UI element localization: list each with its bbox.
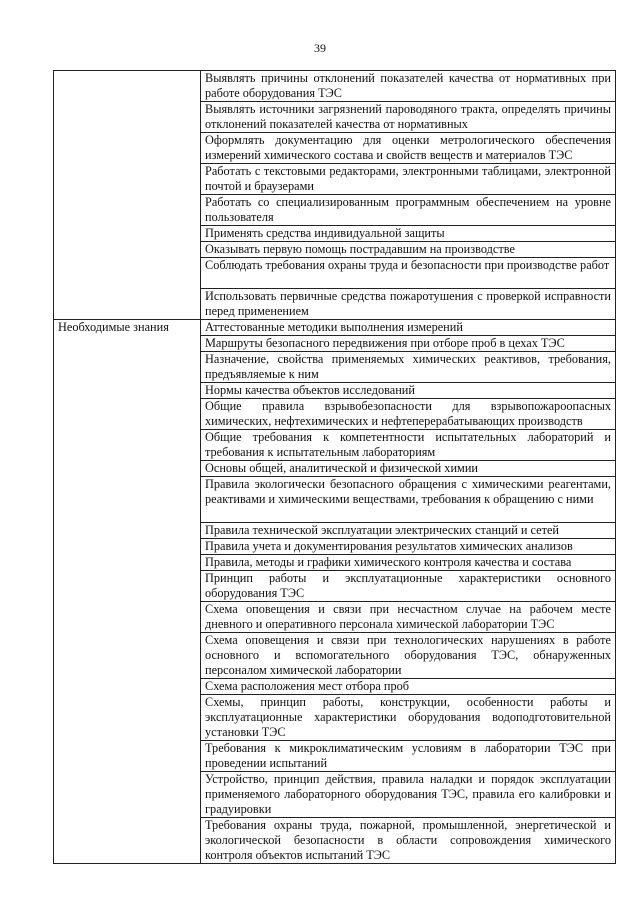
skill-item: Работать со специализированным программным обеспечением на уровне пользователя [201, 195, 616, 226]
knowledge-item: Принцип работы и эксплуатационные характеристики основного оборудования ТЭС [201, 571, 616, 602]
knowledge-item: Нормы качества объектов исследований [201, 383, 616, 399]
knowledge-item: Схема расположения мест отбора проб [201, 679, 616, 695]
table-row [54, 71, 616, 102]
knowledge-item: Схемы, принцип работы, конструкции, особенности работы и эксплуатационные характеристики оборудования водоподготовительной установки ТЭС [201, 695, 616, 741]
skill-item: Соблюдать требования охраны труда и безопасности при производстве работ [201, 258, 616, 289]
skill-item: Выявлять причины отклонений показателей качества от нормативных при работе оборудования ТЭС [201, 71, 616, 102]
knowledge-item: Схема оповещения и связи при несчастном случае на рабочем месте дневного и оперативного персонала химической лаборатории ТЭС [201, 602, 616, 633]
skill-item: Применять средства индивидуальной защиты [201, 226, 616, 242]
knowledge-item: Правила, методы и графики химического контроля качества и состава [201, 555, 616, 571]
skill-item: Оказывать первую помощь пострадавшим на производстве [201, 242, 616, 258]
knowledge-item: Устройство, принцип действия, правила наладки и порядок эксплуатации применяемого лабораторного оборудования ТЭС, правила его калибровки и градуировки [201, 772, 616, 818]
skill-item: Оформлять документацию для оценки метрологического обеспечения измерений химического состава и свойств веществ и материалов ТЭС [201, 133, 616, 164]
skill-item: Использовать первичные средства пожаротушения с проверкой исправности перед применением [201, 289, 616, 320]
knowledge-item: Правила учета и документирования результатов химических анализов [201, 539, 616, 555]
knowledge-item: Правила экологически безопасного обращения с химическими реагентами, реактивами и химическими веществами, требования к обращению с ними [201, 477, 616, 523]
skill-item: Выявлять источники загрязнений пароводяного тракта, определять причины отклонений показателей качества от нормативных [201, 102, 616, 133]
knowledge-item: Общие правила взрывобезопасности для взрывопожароопасных химических, нефтехимических и нефтеперерабатывающих производств [201, 399, 616, 430]
knowledge-item: Правила технической эксплуатации электрических станций и сетей [201, 523, 616, 539]
knowledge-item: Маршруты безопасного передвижения при отборе проб в цехах ТЭС [201, 336, 616, 352]
knowledge-item: Требования к микроклиматическим условиям в лаборатории ТЭС при проведении испытаний [201, 741, 616, 772]
page-number: 39 [314, 41, 326, 55]
knowledge-item: Основы общей, аналитической и физической химии [201, 461, 616, 477]
requirements-table [53, 70, 616, 864]
knowledge-item: Схема оповещения и связи при технологических нарушениях в работе основного и вспомогательного оборудования ТЭС, обнаруженных персоналом химической лаборатории [201, 633, 616, 679]
table-row [54, 320, 616, 336]
knowledge-item: Требования охраны труда, пожарной, промышленной, энергетической и экологической безопасности в области сопровождения химического контроля объектов испытаний ТЭС [201, 818, 616, 864]
section-label: Необходимые знания [54, 320, 201, 864]
section-label-cell [54, 71, 201, 320]
knowledge-item: Аттестованные методики выполнения измерений [201, 320, 616, 336]
skill-item: Работать с текстовыми редакторами, электронными таблицами, электронной почтой и браузерами [201, 164, 616, 195]
knowledge-item: Общие требования к компетентности испытательных лабораторий и требования к испытательным лабораториям [201, 430, 616, 461]
knowledge-item: Назначение, свойства применяемых химических реактивов, требования, предъявляемые к ним [201, 352, 616, 383]
